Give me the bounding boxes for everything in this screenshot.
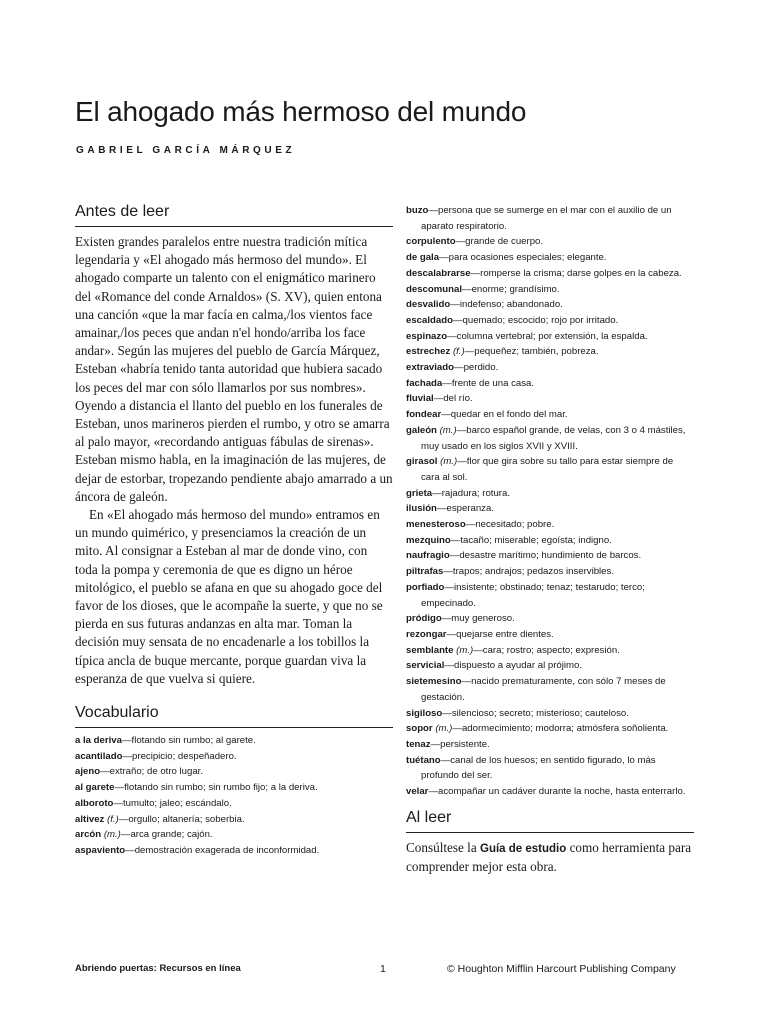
vocab-definition: —grande de cuerpo.	[455, 236, 544, 248]
vocab-term: tuétano	[406, 754, 441, 766]
vocab-entry	[406, 580, 694, 611]
vocab-entry	[406, 548, 694, 564]
vocab-term: extraviado	[406, 362, 454, 374]
vocab-entry	[406, 250, 694, 266]
vocab-definition: —esperanza.	[436, 503, 494, 515]
author-name: GABRIEL GARCÍA MÁRQUEZ	[76, 145, 296, 156]
vocab-term: naufragio	[406, 550, 450, 562]
vocab-term: fondear	[406, 409, 442, 421]
vocab-entry	[406, 564, 694, 580]
vocab-definition: —acompañar un cadáver durante la noche, hasta enterrarlo.	[428, 786, 686, 798]
vocab-term: espinazo	[406, 330, 448, 342]
vocab-entry	[406, 344, 694, 360]
vocab-entry	[406, 533, 694, 549]
vocab-entry	[75, 812, 393, 828]
vocab-term: servicial	[406, 660, 445, 672]
vocab-term: piltrafas	[406, 566, 444, 578]
vocab-entry	[406, 517, 694, 533]
vocab-entry	[406, 376, 694, 392]
vocab-entry	[406, 674, 694, 705]
vocab-term: fachada	[406, 377, 443, 389]
vocab-grammar: (m.)	[103, 829, 121, 841]
vocab-term: desvalido	[406, 299, 451, 311]
vocab-entry	[406, 627, 694, 643]
vocab-term: girasol	[406, 456, 438, 468]
vocab-definition: —rajadura; rotura.	[432, 487, 510, 499]
vocab-definition: —extraño; de otro lugar.	[100, 766, 203, 778]
vocab-definition: —desastre marítimo; hundimiento de barcos.	[449, 550, 642, 562]
vocab-definition: —precipicio; despeñadero.	[122, 750, 237, 762]
vocab-term: al garete	[75, 782, 115, 794]
vocab-definition: —arca grande; cajón.	[120, 829, 213, 841]
vocab-entry	[406, 721, 694, 737]
vocab-definition: —tumulto; jaleo; escándalo.	[113, 797, 232, 809]
vocab-term: sigiloso	[406, 707, 443, 719]
vocab-term: escaldado	[406, 314, 453, 326]
vocab-term: tenaz	[406, 738, 431, 750]
vocab-definition: —demostración exagerada de inconformidad.	[125, 845, 320, 856]
vocab-entry	[406, 658, 694, 674]
vocab-entry	[406, 643, 694, 659]
vocab-definition: —frente de una casa.	[442, 377, 534, 389]
vocab-definition: —adormecimiento; modorra; atmósfera soñolienta.	[452, 723, 669, 735]
vocab-entry	[406, 407, 694, 423]
vocab-grammar: (m.)	[439, 424, 457, 436]
vocab-term: ilusión	[406, 503, 437, 515]
vocab-entry	[406, 611, 694, 627]
vocab-entry	[75, 749, 393, 765]
al-leer-text-before: Consúltese la	[406, 839, 480, 855]
vocab-term: estrechez	[406, 346, 451, 358]
vocab-term: rezongar	[406, 628, 447, 640]
vocab-term: aspaviento	[75, 845, 126, 856]
vocab-definition: —insistente; obstinado; tenaz; testarudo; terco; empecinado.	[421, 581, 645, 609]
vocab-entry	[406, 391, 694, 407]
vocab-definition: —persona que se sumerge en el mar con el auxilio de un aparato respiratorio.	[421, 205, 672, 232]
vocab-grammar: (m.)	[435, 723, 453, 735]
vocab-entry	[75, 796, 393, 812]
vocab-entry	[75, 827, 393, 843]
vocab-entry	[406, 234, 694, 250]
vocab-entry	[406, 266, 694, 282]
al-leer-text	[406, 839, 694, 876]
vocab-entry	[75, 733, 393, 749]
vocab-term: arcón	[75, 829, 102, 841]
vocab-definition: —flor que gira sobre su tallo para estar siempre de cara al sol.	[421, 456, 674, 483]
vocab-definition: —enorme; grandísimo.	[461, 283, 560, 295]
al-leer-text-after: como herramienta para comprender mejor esta obra.	[406, 839, 692, 874]
vocab-term: acantilado	[75, 750, 123, 762]
vocab-entry	[406, 454, 694, 485]
left-column	[75, 202, 393, 859]
right-column	[406, 203, 694, 876]
study-guide-link[interactable]: Guía de estudio	[480, 842, 567, 855]
vocab-entry	[75, 843, 393, 859]
vocab-definition: —para ocasiones especiales; elegante.	[439, 252, 607, 264]
vocab-definition: —silencioso; secreto; misterioso; cauteloso.	[442, 707, 629, 719]
vocab-entry	[75, 764, 393, 780]
vocab-definition: —orgullo; altanería; soberbia.	[118, 813, 245, 825]
vocab-term: alboroto	[75, 797, 114, 809]
vocab-definition: —quemado; escocido; rojo por irritado.	[452, 314, 619, 326]
vocab-term: semblante	[406, 644, 454, 656]
vocab-grammar: (m.)	[456, 644, 474, 656]
vocab-term: porfiado	[406, 581, 445, 593]
vocab-definition: —canal de los huesos; en sentido figurado, lo más profundo del ser.	[421, 754, 656, 782]
vocab-definition: —dispuesto a ayudar al prójimo.	[444, 660, 583, 672]
vocab-term: grieta	[406, 487, 433, 499]
vocab-entry	[406, 360, 694, 376]
antes-heading: Antes de leer	[75, 202, 393, 227]
vocab-term: de gala	[406, 252, 440, 264]
vocab-definition: —cara; rostro; aspecto; expresión.	[473, 644, 620, 656]
vocab-term: menesteroso	[406, 519, 466, 531]
vocab-definition: —del río.	[433, 393, 473, 405]
intro-text	[75, 233, 393, 688]
vocab-entry	[406, 329, 694, 345]
intro-paragraph: En «El ahogado más hermoso del mundo» entramos en un mundo quimérico, y presenciamos la creación de un mito. Al consignar a Esteban al mar de donde vino, con toda la pompa y ceremonia de que es digno un héroe mitológico, el pueblo se afana en que su ahogado goce del favor de los dioses, que le acompañe la suerte, y que no se pierda en sus futuras andanzas en alta mar. Toman la decisión muy sensata de no encadenarle a los tobillos la típica ancla de buque mercante, porque guardan viva la esperanza de que vuelva si quiere.	[75, 507, 383, 686]
vocab-definition: —columna vertebral; por extensión, la espalda.	[447, 330, 648, 342]
vocab-entry	[75, 780, 393, 796]
vocab-grammar: (f.)	[452, 346, 465, 358]
vocab-entry	[406, 313, 694, 329]
vocab-heading: Vocabulario	[75, 703, 393, 728]
vocab-grammar: (m.)	[440, 456, 458, 468]
vocab-definition: —flotando sin rumbo; sin rumbo fijo; a la deriva.	[114, 782, 318, 794]
vocab-term: descomunal	[406, 283, 462, 295]
vocab-list-left	[75, 733, 393, 859]
vocab-term: sietemesino	[406, 676, 462, 688]
vocab-definition: —barco español grande, de velas, con 3 o 4 mástiles, muy usado en los siglos XVII y XVIII.	[421, 424, 686, 452]
vocab-definition: —necesitado; pobre.	[465, 519, 555, 531]
vocab-entry	[406, 706, 694, 722]
page-number: 1	[380, 963, 386, 975]
vocab-term: mezquino	[406, 534, 451, 546]
vocab-entry	[406, 423, 694, 454]
vocab-term: velar	[406, 786, 429, 798]
vocab-entry	[406, 486, 694, 502]
vocab-list-right	[406, 203, 694, 800]
vocab-entry	[406, 753, 694, 784]
vocab-entry	[406, 297, 694, 313]
vocab-entry	[406, 737, 694, 753]
vocab-term: altivez	[75, 813, 105, 825]
vocab-definition: —perdido.	[454, 362, 499, 374]
footer-copyright: © Houghton Mifflin Harcourt Publishing Company	[447, 963, 676, 975]
vocab-term: buzo	[406, 205, 429, 216]
footer-title: Abriendo puertas: Recursos en línea	[75, 963, 241, 974]
vocab-entry	[406, 282, 694, 298]
vocab-definition: —pequeñez; también, pobreza.	[464, 346, 599, 358]
vocab-definition: —persistente.	[430, 738, 490, 750]
vocab-term: galeón	[406, 424, 437, 436]
vocab-definition: —nacido prematuramente, con sólo 7 meses de gestación.	[421, 676, 666, 703]
vocab-term: corpulento	[406, 236, 456, 248]
vocab-definition: —romperse la crisma; darse golpes en la cabeza.	[470, 267, 682, 279]
vocab-definition: —quedar en el fondo del mar.	[441, 409, 568, 421]
vocab-term: fluvial	[406, 393, 434, 405]
vocab-definition: —tacaño; miserable; egoísta; indigno.	[450, 534, 612, 546]
vocab-entry	[406, 203, 694, 234]
vocab-definition: —flotando sin rumbo; al garete.	[121, 735, 256, 747]
vocab-definition: —muy generoso.	[441, 613, 515, 625]
page-title: El ahogado más hermoso del mundo	[75, 96, 527, 127]
vocab-definition: —indefenso; abandonado.	[450, 299, 563, 311]
vocab-grammar: (f.)	[107, 813, 119, 825]
vocab-term: descalabrarse	[406, 267, 471, 279]
al-leer-heading: Al leer	[406, 808, 694, 833]
vocab-term: pródigo	[406, 613, 442, 625]
vocab-definition: —quejarse entre dientes.	[446, 628, 554, 640]
intro-paragraph: Existen grandes paralelos entre nuestra tradición mítica legendaria y «El ahogado más hermoso del mundo». El ahogado comparte un talento con el enigmático marinero del «Romance del conde Arnaldos» (S. XV), quien entona una canción «que la mar facía en calma,/los vientos face amainar,/los peces que andan n'el hondo/arriba los face andar». Según las mujeres del pueblo de García Márquez, Esteban «habría tenido tanta autoridad que hubiera sacado los peces del mar con sólo llamarlos por sus nombres». Oyendo a distancia el llanto del pueblo en los funerales de Esteban, unos marineros pierden el rumbo, y otro se amarra al palo mayor, «recordando antiguas fábulas de sirenas». Esteban mismo habla, en la imaginación de las mujeres, de dejar de estorbar, tropezando pendiente abajo amarrado a un áncora de galeón.	[75, 234, 393, 504]
vocab-term: ajeno	[75, 766, 101, 778]
vocab-term: sopor	[406, 723, 433, 735]
vocab-definition: —trapos; andrajos; pedazos inservibles.	[443, 566, 614, 578]
vocab-term: a la deriva	[75, 735, 122, 747]
vocab-entry	[406, 784, 694, 800]
vocab-entry	[406, 501, 694, 517]
